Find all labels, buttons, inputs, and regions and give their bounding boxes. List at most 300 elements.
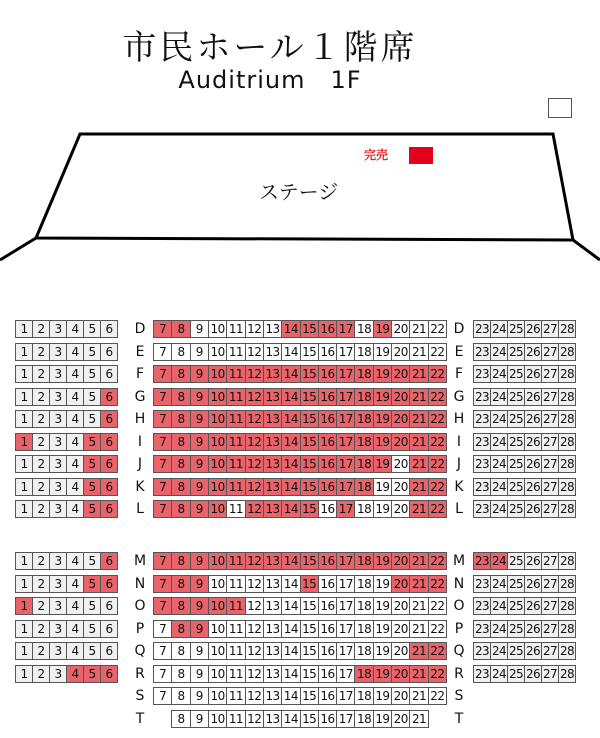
seat-f-28[interactable]: 28 [559, 367, 575, 381]
seat-e-12[interactable]: 12 [245, 343, 264, 361]
seat-p-26[interactable]: 26 [525, 621, 541, 636]
seat-q-28[interactable]: 28 [559, 644, 575, 658]
seat-p-10[interactable]: 10 [208, 620, 227, 638]
seat-l-1[interactable]: 1 [15, 500, 33, 518]
seat-j-21[interactable]: 21 [409, 455, 428, 473]
seat-l-15[interactable]: 15 [300, 500, 319, 518]
seat-i-3[interactable]: 3 [49, 433, 67, 451]
seat-p-9[interactable]: 9 [190, 620, 209, 638]
seat-i-9[interactable]: 9 [190, 433, 209, 451]
seat-q-9[interactable]: 9 [190, 642, 209, 660]
seat-d-16[interactable]: 16 [318, 320, 337, 338]
seat-f-18[interactable]: 18 [354, 365, 373, 383]
seat-g-27[interactable]: 27 [542, 389, 558, 404]
seat-f-3[interactable]: 3 [49, 365, 67, 383]
seat-r-19[interactable]: 19 [373, 665, 392, 683]
seat-s-22[interactable]: 22 [428, 687, 447, 705]
seat-r-5[interactable]: 5 [83, 665, 101, 683]
seat-q-20[interactable]: 20 [391, 642, 410, 660]
seat-m-24[interactable]: 24 [491, 554, 507, 568]
seat-i-4[interactable]: 4 [66, 433, 84, 451]
seat-m-6[interactable]: 6 [100, 552, 118, 570]
seat-k-22[interactable]: 22 [428, 478, 447, 496]
seat-k-11[interactable]: 11 [226, 478, 245, 496]
seat-s-20[interactable]: 20 [391, 687, 410, 705]
seat-e-25[interactable]: 25 [508, 344, 524, 359]
seat-h-21[interactable]: 21 [409, 410, 428, 428]
seat-o-24[interactable]: 24 [491, 599, 507, 613]
seat-g-18[interactable]: 18 [354, 388, 373, 406]
seat-j-25[interactable]: 25 [508, 457, 524, 471]
seat-t-18[interactable]: 18 [354, 710, 373, 728]
seat-i-24[interactable]: 24 [491, 434, 507, 449]
seat-l-18[interactable]: 18 [354, 500, 373, 518]
seat-m-15[interactable]: 15 [300, 552, 319, 570]
seat-q-26[interactable]: 26 [525, 644, 541, 658]
seat-o-25[interactable]: 25 [508, 599, 524, 613]
seat-d-26[interactable]: 26 [525, 322, 541, 336]
seat-n-5[interactable]: 5 [83, 575, 101, 593]
seat-n-18[interactable]: 18 [354, 575, 373, 593]
seat-o-18[interactable]: 18 [354, 597, 373, 615]
seat-g-26[interactable]: 26 [525, 389, 541, 404]
seat-l-25[interactable]: 25 [508, 502, 524, 516]
seat-d-27[interactable]: 27 [542, 322, 558, 336]
seat-q-1[interactable]: 1 [15, 642, 33, 660]
seat-o-19[interactable]: 19 [373, 597, 392, 615]
seat-e-2[interactable]: 2 [32, 343, 50, 361]
seat-q-27[interactable]: 27 [542, 644, 558, 658]
seat-m-12[interactable]: 12 [245, 552, 264, 570]
seat-p-12[interactable]: 12 [245, 620, 264, 638]
seat-m-8[interactable]: 8 [171, 552, 190, 570]
seat-t-13[interactable]: 13 [263, 710, 282, 728]
seat-m-21[interactable]: 21 [409, 552, 428, 570]
seat-j-26[interactable]: 26 [525, 457, 541, 471]
seat-g-23[interactable]: 23 [474, 389, 490, 404]
seat-i-1[interactable]: 1 [15, 433, 33, 451]
seat-o-16[interactable]: 16 [318, 597, 337, 615]
seat-q-25[interactable]: 25 [508, 644, 524, 658]
seat-k-17[interactable]: 17 [336, 478, 355, 496]
seat-r-1[interactable]: 1 [15, 665, 33, 683]
seat-d-20[interactable]: 20 [391, 320, 410, 338]
seat-j-3[interactable]: 3 [49, 455, 67, 473]
seat-m-28[interactable]: 28 [559, 554, 575, 568]
seat-j-7[interactable]: 7 [153, 455, 172, 473]
seat-e-6[interactable]: 6 [100, 343, 118, 361]
seat-f-25[interactable]: 25 [508, 367, 524, 381]
seat-n-3[interactable]: 3 [49, 575, 67, 593]
seat-o-11[interactable]: 11 [226, 597, 245, 615]
seat-m-11[interactable]: 11 [226, 552, 245, 570]
seat-d-13[interactable]: 13 [263, 320, 282, 338]
seat-m-5[interactable]: 5 [83, 552, 101, 570]
seat-l-4[interactable]: 4 [66, 500, 84, 518]
seat-f-5[interactable]: 5 [83, 365, 101, 383]
seat-n-2[interactable]: 2 [32, 575, 50, 593]
seat-l-20[interactable]: 20 [391, 500, 410, 518]
seat-j-2[interactable]: 2 [32, 455, 50, 473]
seat-m-19[interactable]: 19 [373, 552, 392, 570]
seat-g-20[interactable]: 20 [391, 388, 410, 406]
seat-s-12[interactable]: 12 [245, 687, 264, 705]
seat-g-22[interactable]: 22 [428, 388, 447, 406]
seat-s-11[interactable]: 11 [226, 687, 245, 705]
seat-m-1[interactable]: 1 [15, 552, 33, 570]
seat-r-21[interactable]: 21 [409, 665, 428, 683]
seat-m-2[interactable]: 2 [32, 552, 50, 570]
seat-r-23[interactable]: 23 [474, 666, 490, 681]
seat-e-17[interactable]: 17 [336, 343, 355, 361]
seat-f-24[interactable]: 24 [491, 367, 507, 381]
seat-p-21[interactable]: 21 [409, 620, 428, 638]
seat-p-1[interactable]: 1 [15, 620, 33, 638]
seat-i-7[interactable]: 7 [153, 433, 172, 451]
seat-f-7[interactable]: 7 [153, 365, 172, 383]
seat-q-19[interactable]: 19 [373, 642, 392, 660]
seat-r-26[interactable]: 26 [525, 666, 541, 681]
seat-q-16[interactable]: 16 [318, 642, 337, 660]
seat-f-26[interactable]: 26 [525, 367, 541, 381]
seat-k-14[interactable]: 14 [281, 478, 300, 496]
seat-d-17[interactable]: 17 [336, 320, 355, 338]
seat-p-28[interactable]: 28 [559, 621, 575, 636]
seat-m-25[interactable]: 25 [508, 554, 524, 568]
seat-n-28[interactable]: 28 [559, 576, 575, 591]
seat-k-4[interactable]: 4 [66, 478, 84, 496]
seat-o-6[interactable]: 6 [100, 597, 118, 615]
seat-o-15[interactable]: 15 [300, 597, 319, 615]
seat-h-7[interactable]: 7 [153, 410, 172, 428]
seat-e-19[interactable]: 19 [373, 343, 392, 361]
seat-r-3[interactable]: 3 [49, 665, 67, 683]
seat-q-3[interactable]: 3 [49, 642, 67, 660]
seat-s-9[interactable]: 9 [190, 687, 209, 705]
seat-p-22[interactable]: 22 [428, 620, 447, 638]
seat-k-23[interactable]: 23 [474, 479, 490, 494]
seat-r-27[interactable]: 27 [542, 666, 558, 681]
seat-r-9[interactable]: 9 [190, 665, 209, 683]
seat-f-1[interactable]: 1 [15, 365, 33, 383]
seat-f-22[interactable]: 22 [428, 365, 447, 383]
seat-q-12[interactable]: 12 [245, 642, 264, 660]
seat-r-17[interactable]: 17 [336, 665, 355, 683]
seat-r-11[interactable]: 11 [226, 665, 245, 683]
seat-g-12[interactable]: 12 [245, 388, 264, 406]
seat-j-8[interactable]: 8 [171, 455, 190, 473]
seat-e-7[interactable]: 7 [153, 343, 172, 361]
seat-i-15[interactable]: 15 [300, 433, 319, 451]
seat-r-15[interactable]: 15 [300, 665, 319, 683]
seat-h-14[interactable]: 14 [281, 410, 300, 428]
seat-f-13[interactable]: 13 [263, 365, 282, 383]
seat-s-15[interactable]: 15 [300, 687, 319, 705]
seat-s-18[interactable]: 18 [354, 687, 373, 705]
seat-l-27[interactable]: 27 [542, 502, 558, 516]
seat-h-1[interactable]: 1 [15, 410, 33, 428]
seat-j-14[interactable]: 14 [281, 455, 300, 473]
seat-r-7[interactable]: 7 [153, 665, 172, 683]
seat-e-4[interactable]: 4 [66, 343, 84, 361]
seat-d-19[interactable]: 19 [373, 320, 392, 338]
seat-o-13[interactable]: 13 [263, 597, 282, 615]
seat-l-13[interactable]: 13 [263, 500, 282, 518]
seat-e-9[interactable]: 9 [190, 343, 209, 361]
seat-m-20[interactable]: 20 [391, 552, 410, 570]
seat-d-4[interactable]: 4 [66, 320, 84, 338]
seat-p-23[interactable]: 23 [474, 621, 490, 636]
seat-h-15[interactable]: 15 [300, 410, 319, 428]
seat-q-2[interactable]: 2 [32, 642, 50, 660]
seat-o-12[interactable]: 12 [245, 597, 264, 615]
seat-q-17[interactable]: 17 [336, 642, 355, 660]
seat-r-12[interactable]: 12 [245, 665, 264, 683]
seat-h-2[interactable]: 2 [32, 410, 50, 428]
seat-f-6[interactable]: 6 [100, 365, 118, 383]
seat-h-13[interactable]: 13 [263, 410, 282, 428]
seat-e-28[interactable]: 28 [559, 344, 575, 359]
seat-j-10[interactable]: 10 [208, 455, 227, 473]
seat-e-8[interactable]: 8 [171, 343, 190, 361]
seat-l-16[interactable]: 16 [318, 500, 337, 518]
seat-p-14[interactable]: 14 [281, 620, 300, 638]
seat-i-14[interactable]: 14 [281, 433, 300, 451]
seat-n-27[interactable]: 27 [542, 576, 558, 591]
seat-q-11[interactable]: 11 [226, 642, 245, 660]
seat-t-21[interactable]: 21 [409, 710, 428, 728]
seat-i-28[interactable]: 28 [559, 434, 575, 449]
seat-q-22[interactable]: 22 [428, 642, 447, 660]
seat-g-25[interactable]: 25 [508, 389, 524, 404]
seat-m-23[interactable]: 23 [474, 554, 490, 568]
seat-l-22[interactable]: 22 [428, 500, 447, 518]
seat-n-24[interactable]: 24 [491, 576, 507, 591]
seat-g-1[interactable]: 1 [15, 388, 33, 406]
seat-r-25[interactable]: 25 [508, 666, 524, 681]
seat-o-9[interactable]: 9 [190, 597, 209, 615]
seat-h-3[interactable]: 3 [49, 410, 67, 428]
seat-r-6[interactable]: 6 [100, 665, 118, 683]
seat-p-24[interactable]: 24 [491, 621, 507, 636]
seat-p-3[interactable]: 3 [49, 620, 67, 638]
seat-j-18[interactable]: 18 [354, 455, 373, 473]
seat-l-17[interactable]: 17 [336, 500, 355, 518]
seat-e-18[interactable]: 18 [354, 343, 373, 361]
seat-g-10[interactable]: 10 [208, 388, 227, 406]
seat-j-5[interactable]: 5 [83, 455, 101, 473]
seat-h-27[interactable]: 27 [542, 412, 558, 426]
seat-j-4[interactable]: 4 [66, 455, 84, 473]
seat-h-5[interactable]: 5 [83, 410, 101, 428]
seat-d-11[interactable]: 11 [226, 320, 245, 338]
seat-d-22[interactable]: 22 [428, 320, 447, 338]
seat-r-16[interactable]: 16 [318, 665, 337, 683]
seat-j-19[interactable]: 19 [373, 455, 392, 473]
seat-k-8[interactable]: 8 [171, 478, 190, 496]
seat-i-2[interactable]: 2 [32, 433, 50, 451]
seat-m-4[interactable]: 4 [66, 552, 84, 570]
seat-p-4[interactable]: 4 [66, 620, 84, 638]
seat-p-16[interactable]: 16 [318, 620, 337, 638]
seat-g-19[interactable]: 19 [373, 388, 392, 406]
seat-g-17[interactable]: 17 [336, 388, 355, 406]
seat-h-22[interactable]: 22 [428, 410, 447, 428]
seat-h-11[interactable]: 11 [226, 410, 245, 428]
seat-h-10[interactable]: 10 [208, 410, 227, 428]
seat-g-28[interactable]: 28 [559, 389, 575, 404]
seat-d-14[interactable]: 14 [281, 320, 300, 338]
seat-q-7[interactable]: 7 [153, 642, 172, 660]
seat-f-17[interactable]: 17 [336, 365, 355, 383]
seat-p-25[interactable]: 25 [508, 621, 524, 636]
seat-j-20[interactable]: 20 [391, 455, 410, 473]
seat-h-25[interactable]: 25 [508, 412, 524, 426]
seat-s-8[interactable]: 8 [171, 687, 190, 705]
seat-f-21[interactable]: 21 [409, 365, 428, 383]
seat-o-28[interactable]: 28 [559, 599, 575, 613]
seat-e-13[interactable]: 13 [263, 343, 282, 361]
seat-q-10[interactable]: 10 [208, 642, 227, 660]
seat-o-4[interactable]: 4 [66, 597, 84, 615]
seat-i-13[interactable]: 13 [263, 433, 282, 451]
seat-h-6[interactable]: 6 [100, 410, 118, 428]
seat-e-22[interactable]: 22 [428, 343, 447, 361]
seat-t-14[interactable]: 14 [281, 710, 300, 728]
seat-j-24[interactable]: 24 [491, 457, 507, 471]
seat-n-6[interactable]: 6 [100, 575, 118, 593]
seat-n-19[interactable]: 19 [373, 575, 392, 593]
seat-r-2[interactable]: 2 [32, 665, 50, 683]
seat-p-15[interactable]: 15 [300, 620, 319, 638]
seat-h-9[interactable]: 9 [190, 410, 209, 428]
seat-n-14[interactable]: 14 [281, 575, 300, 593]
seat-e-5[interactable]: 5 [83, 343, 101, 361]
seat-d-3[interactable]: 3 [49, 320, 67, 338]
seat-g-13[interactable]: 13 [263, 388, 282, 406]
seat-q-13[interactable]: 13 [263, 642, 282, 660]
seat-l-26[interactable]: 26 [525, 502, 541, 516]
seat-o-2[interactable]: 2 [32, 597, 50, 615]
seat-t-19[interactable]: 19 [373, 710, 392, 728]
seat-d-24[interactable]: 24 [491, 322, 507, 336]
seat-i-17[interactable]: 17 [336, 433, 355, 451]
seat-m-14[interactable]: 14 [281, 552, 300, 570]
seat-g-2[interactable]: 2 [32, 388, 50, 406]
seat-h-26[interactable]: 26 [525, 412, 541, 426]
seat-o-23[interactable]: 23 [474, 599, 490, 613]
seat-h-19[interactable]: 19 [373, 410, 392, 428]
seat-q-24[interactable]: 24 [491, 644, 507, 658]
seat-j-15[interactable]: 15 [300, 455, 319, 473]
seat-j-22[interactable]: 22 [428, 455, 447, 473]
seat-n-12[interactable]: 12 [245, 575, 264, 593]
seat-q-18[interactable]: 18 [354, 642, 373, 660]
seat-f-9[interactable]: 9 [190, 365, 209, 383]
seat-p-20[interactable]: 20 [391, 620, 410, 638]
seat-j-9[interactable]: 9 [190, 455, 209, 473]
seat-l-10[interactable]: 10 [208, 500, 227, 518]
seat-k-25[interactable]: 25 [508, 479, 524, 494]
seat-n-1[interactable]: 1 [15, 575, 33, 593]
seat-m-18[interactable]: 18 [354, 552, 373, 570]
seat-k-15[interactable]: 15 [300, 478, 319, 496]
seat-m-17[interactable]: 17 [336, 552, 355, 570]
seat-s-16[interactable]: 16 [318, 687, 337, 705]
seat-h-20[interactable]: 20 [391, 410, 410, 428]
seat-q-23[interactable]: 23 [474, 644, 490, 658]
seat-p-11[interactable]: 11 [226, 620, 245, 638]
seat-e-1[interactable]: 1 [15, 343, 33, 361]
seat-l-8[interactable]: 8 [171, 500, 190, 518]
seat-k-7[interactable]: 7 [153, 478, 172, 496]
seat-f-15[interactable]: 15 [300, 365, 319, 383]
seat-i-6[interactable]: 6 [100, 433, 118, 451]
seat-g-5[interactable]: 5 [83, 388, 101, 406]
seat-o-8[interactable]: 8 [171, 597, 190, 615]
seat-e-10[interactable]: 10 [208, 343, 227, 361]
seat-o-27[interactable]: 27 [542, 599, 558, 613]
seat-o-14[interactable]: 14 [281, 597, 300, 615]
seat-m-16[interactable]: 16 [318, 552, 337, 570]
seat-n-26[interactable]: 26 [525, 576, 541, 591]
seat-n-11[interactable]: 11 [226, 575, 245, 593]
seat-t-17[interactable]: 17 [336, 710, 355, 728]
seat-g-3[interactable]: 3 [49, 388, 67, 406]
seat-g-21[interactable]: 21 [409, 388, 428, 406]
seat-j-16[interactable]: 16 [318, 455, 337, 473]
seat-k-18[interactable]: 18 [354, 478, 373, 496]
seat-h-16[interactable]: 16 [318, 410, 337, 428]
seat-o-5[interactable]: 5 [83, 597, 101, 615]
seat-i-20[interactable]: 20 [391, 433, 410, 451]
seat-n-4[interactable]: 4 [66, 575, 84, 593]
seat-s-17[interactable]: 17 [336, 687, 355, 705]
seat-g-4[interactable]: 4 [66, 388, 84, 406]
seat-i-19[interactable]: 19 [373, 433, 392, 451]
seat-p-13[interactable]: 13 [263, 620, 282, 638]
seat-i-23[interactable]: 23 [474, 434, 490, 449]
seat-k-10[interactable]: 10 [208, 478, 227, 496]
seat-f-8[interactable]: 8 [171, 365, 190, 383]
seat-l-12[interactable]: 12 [245, 500, 264, 518]
seat-e-14[interactable]: 14 [281, 343, 300, 361]
seat-k-16[interactable]: 16 [318, 478, 337, 496]
seat-i-8[interactable]: 8 [171, 433, 190, 451]
seat-d-28[interactable]: 28 [559, 322, 575, 336]
seat-k-6[interactable]: 6 [100, 478, 118, 496]
seat-l-9[interactable]: 9 [190, 500, 209, 518]
seat-l-19[interactable]: 19 [373, 500, 392, 518]
seat-p-17[interactable]: 17 [336, 620, 355, 638]
seat-o-1[interactable]: 1 [15, 597, 33, 615]
seat-j-13[interactable]: 13 [263, 455, 282, 473]
seat-n-21[interactable]: 21 [409, 575, 428, 593]
seat-i-11[interactable]: 11 [226, 433, 245, 451]
seat-k-28[interactable]: 28 [559, 479, 575, 494]
seat-i-27[interactable]: 27 [542, 434, 558, 449]
seat-q-15[interactable]: 15 [300, 642, 319, 660]
seat-r-24[interactable]: 24 [491, 666, 507, 681]
seat-h-4[interactable]: 4 [66, 410, 84, 428]
seat-i-25[interactable]: 25 [508, 434, 524, 449]
seat-s-14[interactable]: 14 [281, 687, 300, 705]
seat-d-25[interactable]: 25 [508, 322, 524, 336]
seat-m-10[interactable]: 10 [208, 552, 227, 570]
seat-i-10[interactable]: 10 [208, 433, 227, 451]
seat-n-15[interactable]: 15 [300, 575, 319, 593]
seat-h-28[interactable]: 28 [559, 412, 575, 426]
